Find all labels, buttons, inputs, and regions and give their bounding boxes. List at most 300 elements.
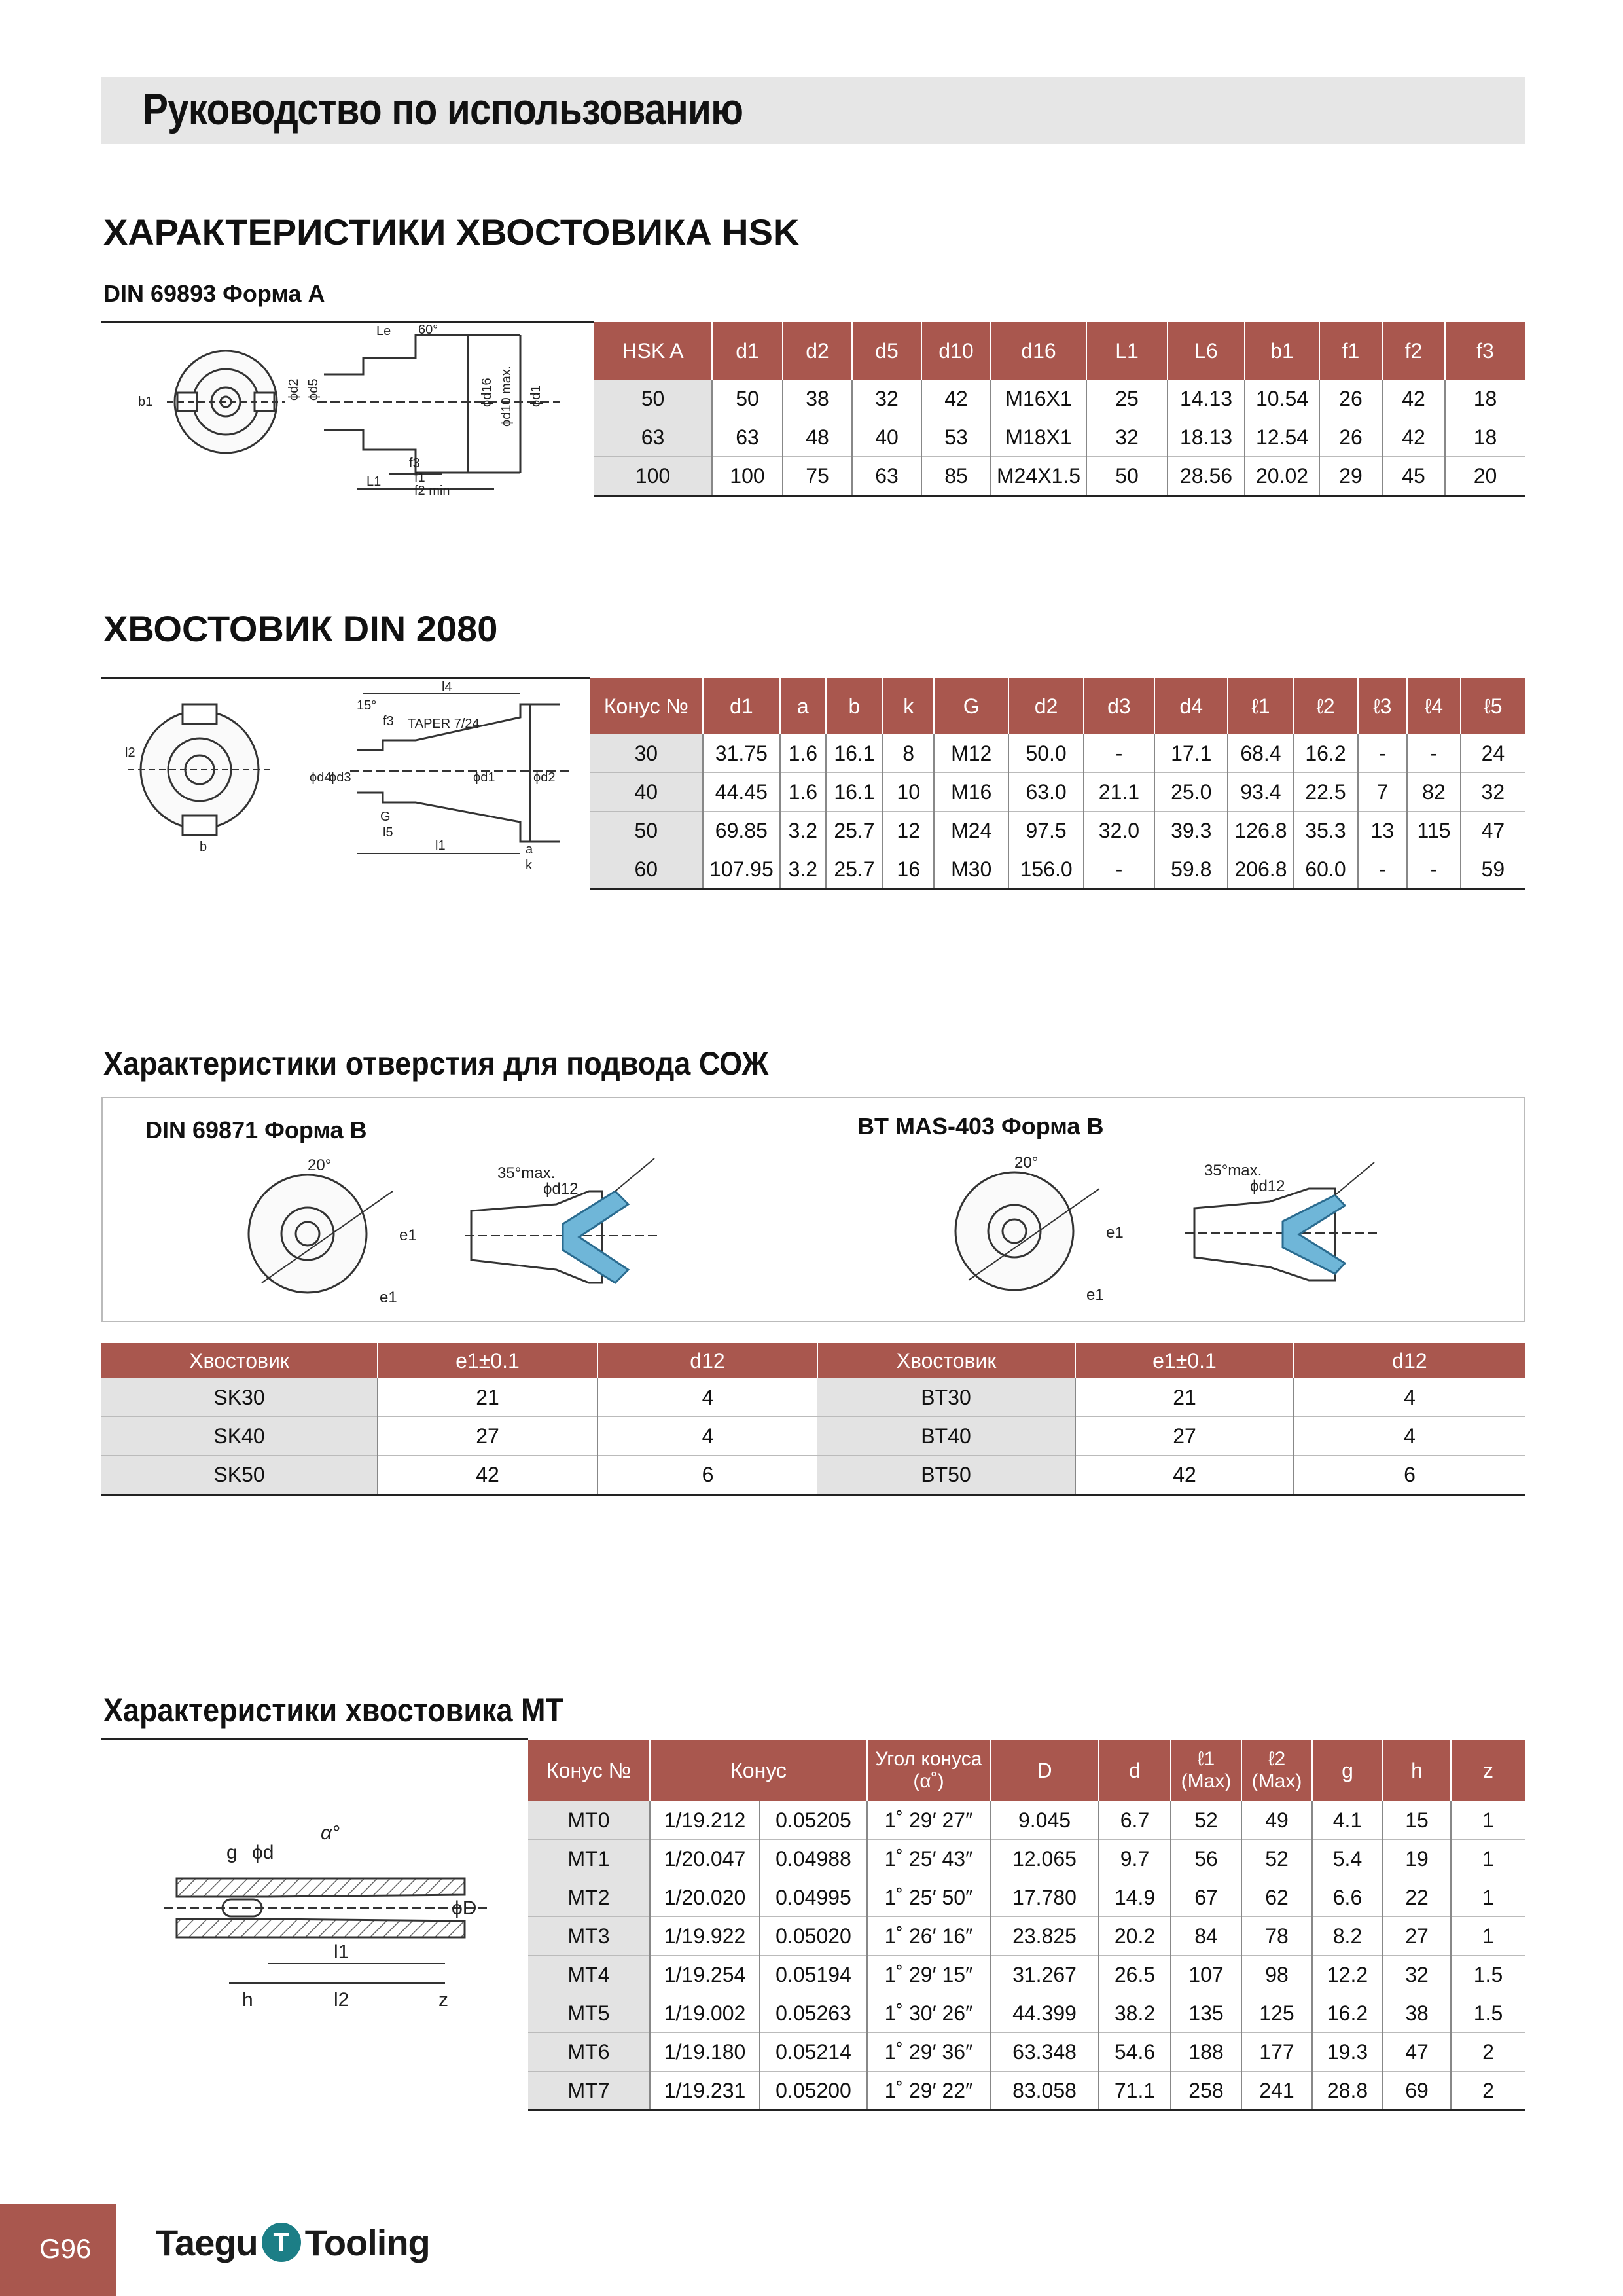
din2080-cell: 21.1 xyxy=(1084,773,1154,812)
din2080-label-l1: l1 xyxy=(435,838,446,853)
hsk-header-cell: f2 xyxy=(1382,322,1445,380)
coolant-right-e1-a: e1 xyxy=(1106,1224,1124,1242)
mt-cell: 1˚ 29′ 36″ xyxy=(867,2033,990,2072)
din2080-label-d1: ϕd1 xyxy=(473,770,495,785)
din2080-drawing xyxy=(101,678,589,894)
mt-header-cell: ℓ1 (Max) xyxy=(1171,1740,1241,1801)
coolant-cell: SK30 xyxy=(101,1378,378,1417)
hsk-cell: 48 xyxy=(783,418,852,457)
din2080-cell: 16.1 xyxy=(826,773,883,812)
hsk-cell: 100 xyxy=(712,457,783,496)
coolant-right-d12: ϕd12 xyxy=(1250,1177,1285,1195)
hsk-label-d1: ϕd1 xyxy=(529,385,543,407)
hsk-row xyxy=(594,380,1525,418)
din2080-cell: 93.4 xyxy=(1228,773,1293,812)
din2080-cell: 25.7 xyxy=(826,812,883,850)
din2080-cell: 50 xyxy=(590,812,703,850)
mt-cell: 1 xyxy=(1451,1840,1525,1878)
mt-cell: 52 xyxy=(1241,1840,1312,1878)
hsk-header-cell: d2 xyxy=(783,322,852,380)
hsk-header-row xyxy=(594,322,1525,380)
coolant-heading: Характеристики отверстия для подвода СОЖ xyxy=(103,1045,769,1082)
coolant-cell: 4 xyxy=(597,1378,817,1417)
mt-drawing xyxy=(137,1820,504,2029)
mt-cell: 71.1 xyxy=(1099,2072,1171,2111)
mt-cell: 1/19.231 xyxy=(650,2072,760,2111)
mt-rule xyxy=(101,1738,528,1740)
logo-text-right: Tooling xyxy=(304,2221,430,2263)
coolant-header-row xyxy=(101,1343,1525,1378)
din2080-cell: 1.6 xyxy=(780,773,825,812)
din2080-cell: 31.75 xyxy=(703,734,780,773)
mt-cell: 188 xyxy=(1171,2033,1241,2072)
din2080-label-b: b xyxy=(200,840,207,854)
din2080-label-a: a xyxy=(526,842,533,857)
hsk-row xyxy=(594,418,1525,457)
hsk-header-cell: d5 xyxy=(852,322,921,380)
mt-cell: 1˚ 26′ 16″ xyxy=(867,1917,990,1956)
mt-label-h: h xyxy=(242,1989,253,2011)
din2080-cell: 1.6 xyxy=(780,734,825,773)
din2080-header-cell: a xyxy=(780,678,825,734)
mt-cell: 1.5 xyxy=(1451,1956,1525,1994)
hsk-cell: 50 xyxy=(594,380,712,418)
mt-cell: 44.399 xyxy=(990,1994,1099,2033)
hsk-cell: 50 xyxy=(712,380,783,418)
mt-label-alpha: α° xyxy=(321,1822,340,1844)
coolant-cell: 42 xyxy=(378,1456,597,1495)
din2080-header-cell: d3 xyxy=(1084,678,1154,734)
din2080-cell: 17.1 xyxy=(1154,734,1228,773)
din2080-cell: 3.2 xyxy=(780,850,825,889)
hsk-label-le: Le xyxy=(376,324,391,338)
logo-text-left: Taegu xyxy=(156,2221,258,2263)
din2080-cell: 68.4 xyxy=(1228,734,1293,773)
hsk-cell: 14.13 xyxy=(1168,380,1245,418)
mt-cell: 107 xyxy=(1171,1956,1241,1994)
din2080-cell: 50.0 xyxy=(1008,734,1083,773)
mt-cell: 258 xyxy=(1171,2072,1241,2111)
mt-cell: 1˚ 29′ 27″ xyxy=(867,1801,990,1840)
hsk-cell: 18 xyxy=(1445,380,1525,418)
din2080-cell: 115 xyxy=(1407,812,1461,850)
mt-header-cell: g xyxy=(1312,1740,1383,1801)
hsk-cell: 29 xyxy=(1319,457,1382,496)
mt-table xyxy=(528,1740,1525,2111)
coolant-cell: 6 xyxy=(597,1456,817,1495)
mt-cell: 1.5 xyxy=(1451,1994,1525,2033)
mt-cell: 1˚ 29′ 15″ xyxy=(867,1956,990,1994)
coolant-header-cell: Хвостовик xyxy=(101,1343,378,1378)
mt-heading: Характеристики хвостовика МТ xyxy=(103,1692,564,1729)
hsk-header-cell: L6 xyxy=(1168,322,1245,380)
din2080-cell: 59.8 xyxy=(1154,850,1228,889)
hsk-cell: 18.13 xyxy=(1168,418,1245,457)
hsk-header-cell: L1 xyxy=(1086,322,1168,380)
din2080-label-l2: l2 xyxy=(125,745,135,760)
hsk-table xyxy=(594,322,1525,497)
mt-cell: 78 xyxy=(1241,1917,1312,1956)
mt-cell: 38 xyxy=(1383,1994,1451,2033)
mt-cell: 6.7 xyxy=(1099,1801,1171,1840)
page-number: G96 xyxy=(39,2233,92,2264)
hsk-cell: 28.56 xyxy=(1168,457,1245,496)
hsk-header-cell: f3 xyxy=(1445,322,1525,380)
hsk-header-cell: HSK A xyxy=(594,322,712,380)
mt-cell: 4.1 xyxy=(1312,1801,1383,1840)
mt-row xyxy=(528,2033,1525,2072)
coolant-right-label: BT MAS-403 Форма B xyxy=(857,1113,1104,1139)
coolant-left-drawing xyxy=(236,1152,694,1316)
mt-cell: 1˚ 25′ 43″ xyxy=(867,1840,990,1878)
din2080-cell: 13 xyxy=(1358,812,1408,850)
din2080-cell: 60.0 xyxy=(1294,850,1358,889)
mt-cell: 67 xyxy=(1171,1878,1241,1917)
hsk-cell: M24X1.5 xyxy=(991,457,1086,496)
hsk-cell: 18 xyxy=(1445,418,1525,457)
mt-cell: 19 xyxy=(1383,1840,1451,1878)
mt-label-z: z xyxy=(438,1989,448,2011)
mt-cell: 52 xyxy=(1171,1801,1241,1840)
mt-cell: 38.2 xyxy=(1099,1994,1171,2033)
mt-cell: 1/19.002 xyxy=(650,1994,760,2033)
coolant-header-cell: d12 xyxy=(1294,1343,1525,1378)
din2080-cell: 39.3 xyxy=(1154,812,1228,850)
mt-cell: 0.05020 xyxy=(760,1917,867,1956)
coolant-cell: 4 xyxy=(597,1417,817,1456)
mt-header-cell: Конус xyxy=(650,1740,867,1801)
hsk-cell: 32 xyxy=(852,380,921,418)
hsk-heading: ХАРАКТЕРИСТИКИ ХВОСТОВИКА HSK xyxy=(103,211,800,253)
mt-header-cell: z xyxy=(1451,1740,1525,1801)
din2080-cell: 22.5 xyxy=(1294,773,1358,812)
hsk-cell: 38 xyxy=(783,380,852,418)
din2080-cell: 16 xyxy=(883,850,934,889)
mt-cell: 135 xyxy=(1171,1994,1241,2033)
coolant-header-cell: d12 xyxy=(597,1343,817,1378)
din2080-header-cell: b xyxy=(826,678,883,734)
din2080-label-g: G xyxy=(380,810,391,824)
page-title: Руководство по использованию xyxy=(143,84,743,134)
din2080-cell: - xyxy=(1358,850,1408,889)
mt-cell: 125 xyxy=(1241,1994,1312,2033)
din2080-cell: M30 xyxy=(934,850,1008,889)
coolant-right-drawing xyxy=(942,1149,1400,1313)
mt-header-cell: Конус № xyxy=(528,1740,650,1801)
mt-cell: 1/20.020 xyxy=(650,1878,760,1917)
mt-cell: 62 xyxy=(1241,1878,1312,1917)
din2080-cell: - xyxy=(1407,850,1461,889)
mt-cell: 17.780 xyxy=(990,1878,1099,1917)
din2080-cell: 156.0 xyxy=(1008,850,1083,889)
mt-cell: 0.05194 xyxy=(760,1956,867,1994)
din2080-cell: 63.0 xyxy=(1008,773,1083,812)
mt-cell: 83.058 xyxy=(990,2072,1099,2111)
hsk-cell: 63 xyxy=(852,457,921,496)
mt-cell: 0.05205 xyxy=(760,1801,867,1840)
din2080-header-cell: d4 xyxy=(1154,678,1228,734)
mt-label-D: ϕD xyxy=(452,1897,477,1919)
din2080-cell: M16 xyxy=(934,773,1008,812)
mt-cell: 0.05214 xyxy=(760,2033,867,2072)
mt-row xyxy=(528,2072,1525,2111)
coolant-cell: BT30 xyxy=(817,1378,1075,1417)
mt-cell: 8.2 xyxy=(1312,1917,1383,1956)
mt-cell: 2 xyxy=(1451,2033,1525,2072)
din2080-header-cell: ℓ2 xyxy=(1294,678,1358,734)
mt-cell: 12.065 xyxy=(990,1840,1099,1878)
coolant-cell: 4 xyxy=(1294,1378,1525,1417)
mt-row xyxy=(528,1878,1525,1917)
hsk-cell: 63 xyxy=(594,418,712,457)
hsk-cell: 42 xyxy=(921,380,991,418)
din2080-cell: 16.2 xyxy=(1294,734,1358,773)
hsk-cell: 26 xyxy=(1319,380,1382,418)
mt-cell: 1/19.212 xyxy=(650,1801,760,1840)
coolant-row xyxy=(101,1378,1525,1417)
coolant-left-angle: 20° xyxy=(308,1157,332,1174)
mt-cell: MT3 xyxy=(528,1917,650,1956)
hsk-cell: 63 xyxy=(712,418,783,457)
coolant-left-e1-a: e1 xyxy=(399,1227,417,1244)
coolant-cell: 21 xyxy=(1075,1378,1294,1417)
mt-header-cell: h xyxy=(1383,1740,1451,1801)
mt-cell: 1 xyxy=(1451,1878,1525,1917)
coolant-left-label: DIN 69871 Форма B xyxy=(145,1117,367,1143)
din2080-cell: 3.2 xyxy=(780,812,825,850)
din2080-row xyxy=(590,734,1525,773)
mt-cell: 54.6 xyxy=(1099,2033,1171,2072)
coolant-left-d12: ϕd12 xyxy=(543,1180,579,1198)
din2080-cell: M24 xyxy=(934,812,1008,850)
coolant-right-angle35: 35°max. xyxy=(1204,1162,1262,1179)
coolant-cell: 42 xyxy=(1075,1456,1294,1495)
hsk-cell: 45 xyxy=(1382,457,1445,496)
mt-cell: 5.4 xyxy=(1312,1840,1383,1878)
hsk-label-l1: L1 xyxy=(366,475,382,489)
din2080-cell: - xyxy=(1084,850,1154,889)
hsk-cell: 20.02 xyxy=(1245,457,1319,496)
mt-cell: 28.8 xyxy=(1312,2072,1383,2111)
mt-cell: 1/20.047 xyxy=(650,1840,760,1878)
din2080-cell: 32 xyxy=(1461,773,1525,812)
din2080-cell: 82 xyxy=(1407,773,1461,812)
hsk-label-d5: ϕd5 xyxy=(306,378,321,401)
mt-cell: 0.05200 xyxy=(760,2072,867,2111)
din2080-cell: 35.3 xyxy=(1294,812,1358,850)
din2080-header-cell: ℓ1 xyxy=(1228,678,1293,734)
coolant-table xyxy=(101,1343,1525,1496)
mt-cell: 9.7 xyxy=(1099,1840,1171,1878)
din2080-row xyxy=(590,850,1525,889)
mt-header-cell: D xyxy=(990,1740,1099,1801)
din2080-cell: 126.8 xyxy=(1228,812,1293,850)
mt-cell: 6.6 xyxy=(1312,1878,1383,1917)
din2080-cell: 107.95 xyxy=(703,850,780,889)
din2080-label-k: k xyxy=(526,858,532,872)
hsk-header-cell: d1 xyxy=(712,322,783,380)
mt-cell: 1˚ 25′ 50″ xyxy=(867,1878,990,1917)
mt-cell: MT0 xyxy=(528,1801,650,1840)
din2080-cell: - xyxy=(1358,734,1408,773)
coolant-row xyxy=(101,1456,1525,1495)
din2080-header-cell: ℓ3 xyxy=(1358,678,1408,734)
mt-cell: 32 xyxy=(1383,1956,1451,1994)
mt-label-l2: l2 xyxy=(334,1989,349,2011)
mt-cell: 98 xyxy=(1241,1956,1312,1994)
mt-row xyxy=(528,1840,1525,1878)
din2080-row xyxy=(590,773,1525,812)
din2080-header-cell: Конус № xyxy=(590,678,703,734)
mt-cell: 22 xyxy=(1383,1878,1451,1917)
mt-cell: 0.04988 xyxy=(760,1840,867,1878)
coolant-cell: 27 xyxy=(1075,1417,1294,1456)
din2080-cell: 25.0 xyxy=(1154,773,1228,812)
mt-cell: 1˚ 30′ 26″ xyxy=(867,1994,990,2033)
din2080-cell: 30 xyxy=(590,734,703,773)
din2080-cell: 16.1 xyxy=(826,734,883,773)
din2080-cell: 60 xyxy=(590,850,703,889)
mt-cell: MT7 xyxy=(528,2072,650,2111)
mt-cell: MT5 xyxy=(528,1994,650,2033)
hsk-cell: 85 xyxy=(921,457,991,496)
coolant-row xyxy=(101,1417,1525,1456)
hsk-header-cell: d10 xyxy=(921,322,991,380)
din2080-cell: 10 xyxy=(883,773,934,812)
mt-cell: 1/19.922 xyxy=(650,1917,760,1956)
hsk-cell: 53 xyxy=(921,418,991,457)
din2080-header-cell: d2 xyxy=(1008,678,1083,734)
din2080-label-l4: l4 xyxy=(442,680,452,694)
din2080-label-d2: ϕd2 xyxy=(533,770,556,785)
hsk-label-d2: ϕd2 xyxy=(287,378,301,401)
mt-cell: 15 xyxy=(1383,1801,1451,1840)
mt-cell: 1/19.254 xyxy=(650,1956,760,1994)
coolant-left-e1-b: e1 xyxy=(380,1289,397,1306)
hsk-cell: 25 xyxy=(1086,380,1168,418)
mt-header-cell: Угол конуса (α˚) xyxy=(867,1740,990,1801)
hsk-label-angle: 60° xyxy=(418,323,438,337)
mt-row xyxy=(528,1956,1525,1994)
coolant-header-cell: e1±0.1 xyxy=(378,1343,597,1378)
mt-cell: 2 xyxy=(1451,2072,1525,2111)
din2080-cell: 44.45 xyxy=(703,773,780,812)
mt-label-g: g xyxy=(226,1842,238,1863)
mt-cell: 56 xyxy=(1171,1840,1241,1878)
hsk-label-f2: f2 min xyxy=(414,484,450,498)
din2080-label-angle: 15° xyxy=(357,698,377,713)
hsk-label-f1: f1 xyxy=(414,471,425,485)
din2080-label-d3: ϕd3 xyxy=(329,770,351,785)
mt-cell: 20.2 xyxy=(1099,1917,1171,1956)
mt-label-d: ϕd xyxy=(252,1842,274,1863)
coolant-cell: 4 xyxy=(1294,1417,1525,1456)
din2080-row xyxy=(590,812,1525,850)
mt-cell: MT2 xyxy=(528,1878,650,1917)
mt-cell: 19.3 xyxy=(1312,2033,1383,2072)
coolant-right-e1-b: e1 xyxy=(1086,1286,1104,1304)
mt-row xyxy=(528,1917,1525,1956)
mt-cell: 69 xyxy=(1383,2072,1451,2111)
coolant-header-cell: e1±0.1 xyxy=(1075,1343,1294,1378)
hsk-subheading: DIN 69893 Форма А xyxy=(103,280,325,307)
din2080-header-cell: ℓ4 xyxy=(1407,678,1461,734)
din2080-cell: 206.8 xyxy=(1228,850,1293,889)
mt-cell: 0.05263 xyxy=(760,1994,867,2033)
hsk-cell: 42 xyxy=(1382,418,1445,457)
hsk-label-f3: f3 xyxy=(409,456,420,471)
din2080-cell: - xyxy=(1407,734,1461,773)
mt-cell: 0.04995 xyxy=(760,1878,867,1917)
mt-cell: 177 xyxy=(1241,2033,1312,2072)
mt-header-cell: ℓ2 (Max) xyxy=(1241,1740,1312,1801)
hsk-cell: M18X1 xyxy=(991,418,1086,457)
din2080-header-cell: k xyxy=(883,678,934,734)
din2080-cell: 40 xyxy=(590,773,703,812)
hsk-label-d16: ϕd16 xyxy=(480,378,494,407)
hsk-header-cell: b1 xyxy=(1245,322,1319,380)
hsk-cell: 32 xyxy=(1086,418,1168,457)
mt-cell: 16.2 xyxy=(1312,1994,1383,2033)
din2080-table xyxy=(590,678,1525,890)
hsk-cell: 10.54 xyxy=(1245,380,1319,418)
hsk-cell: 75 xyxy=(783,457,852,496)
mt-cell: 31.267 xyxy=(990,1956,1099,1994)
hsk-cell: M16X1 xyxy=(991,380,1086,418)
hsk-label-b1: b1 xyxy=(138,395,153,409)
din2080-cell: 69.85 xyxy=(703,812,780,850)
coolant-cell: 21 xyxy=(378,1378,597,1417)
mt-cell: MT4 xyxy=(528,1956,650,1994)
coolant-cell: 27 xyxy=(378,1417,597,1456)
mt-cell: 49 xyxy=(1241,1801,1312,1840)
din2080-label-taper: TAPER 7/24 xyxy=(408,717,480,731)
mt-cell: 23.825 xyxy=(990,1917,1099,1956)
din2080-cell: 97.5 xyxy=(1008,812,1083,850)
hsk-cell: 26 xyxy=(1319,418,1382,457)
hsk-label-d10: ϕd10 max. xyxy=(499,365,514,427)
mt-header-cell: d xyxy=(1099,1740,1171,1801)
hsk-cell: 40 xyxy=(852,418,921,457)
coolant-left-angle35: 35°max. xyxy=(497,1164,556,1182)
din2080-label-f3: f3 xyxy=(383,714,394,728)
din2080-cell: 32.0 xyxy=(1084,812,1154,850)
coolant-cell: 6 xyxy=(1294,1456,1525,1495)
coolant-right-angle: 20° xyxy=(1014,1154,1039,1172)
hsk-row xyxy=(594,457,1525,496)
mt-label-l1: l1 xyxy=(334,1941,349,1963)
din2080-cell: - xyxy=(1084,734,1154,773)
din2080-cell: 47 xyxy=(1461,812,1525,850)
coolant-cell: BT40 xyxy=(817,1417,1075,1456)
din2080-cell: 8 xyxy=(883,734,934,773)
din2080-cell: 25.7 xyxy=(826,850,883,889)
din2080-header-cell: G xyxy=(934,678,1008,734)
mt-cell: 1 xyxy=(1451,1801,1525,1840)
mt-cell: 1 xyxy=(1451,1917,1525,1956)
din2080-header-row xyxy=(590,678,1525,734)
mt-cell: 1˚ 29′ 22″ xyxy=(867,2072,990,2111)
mt-cell: 27 xyxy=(1383,1917,1451,1956)
hsk-cell: 42 xyxy=(1382,380,1445,418)
mt-cell: 84 xyxy=(1171,1917,1241,1956)
din2080-label-l5: l5 xyxy=(383,825,393,840)
mt-cell: 14.9 xyxy=(1099,1878,1171,1917)
din2080-cell: 59 xyxy=(1461,850,1525,889)
mt-cell: 12.2 xyxy=(1312,1956,1383,1994)
din2080-heading: ХВОСТОВИК DIN 2080 xyxy=(103,608,498,649)
mt-cell: MT1 xyxy=(528,1840,650,1878)
